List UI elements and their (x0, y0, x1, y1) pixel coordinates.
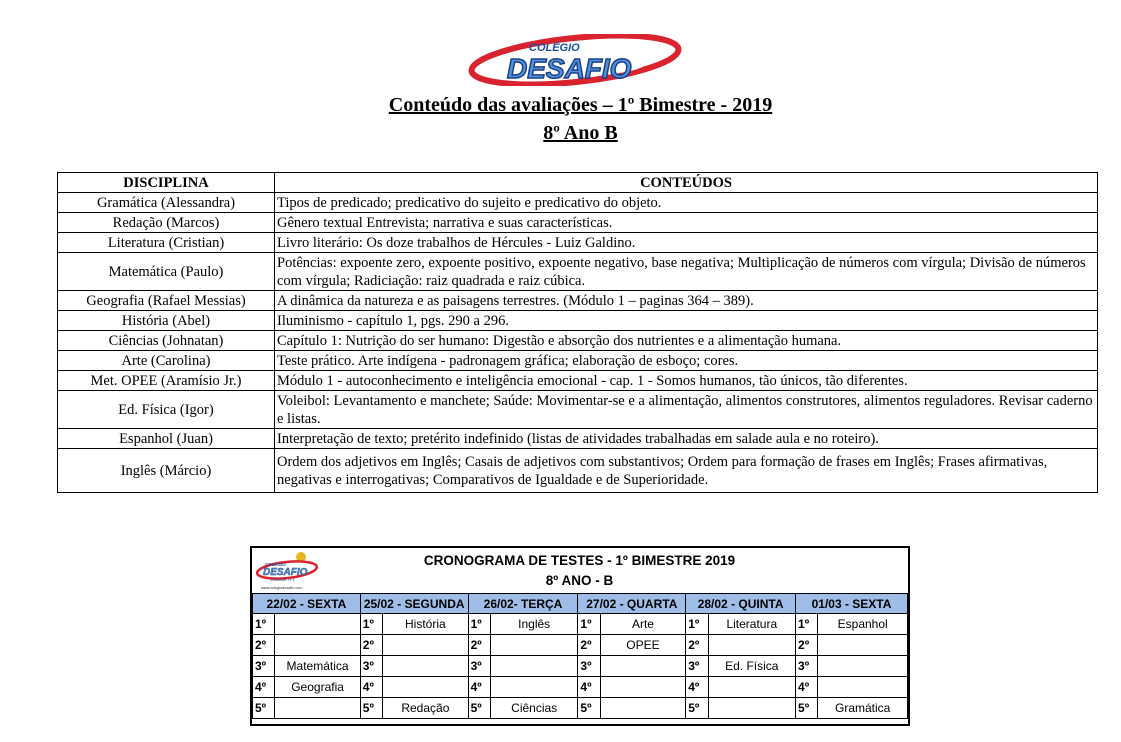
schedule-period-number: 3º (686, 656, 708, 677)
schedule-day-header: 26/02- TERÇA (468, 594, 578, 614)
content-row (58, 429, 1098, 449)
schedule-title: CRONOGRAMA DE TESTES - 1º BIMESTRE 2019 (423, 553, 736, 568)
schedule-subject-cell: Geografia (275, 677, 360, 698)
content-row (58, 449, 1098, 493)
disciplina-cell: Ed. Física (Igor) (58, 391, 275, 429)
schedule-period-number: 3º (578, 656, 600, 677)
content-row (58, 213, 1098, 233)
schedule-subject-cell (600, 698, 685, 719)
disciplina-cell: Espanhol (Juan) (58, 429, 275, 449)
schedule-subject-cell: OPEE (600, 635, 685, 656)
disciplina-cell: Matemática (Paulo) (58, 253, 275, 291)
header-conteudos: CONTEÚDOS (275, 173, 1098, 193)
schedule-subject-cell (383, 677, 468, 698)
content-row (58, 291, 1098, 311)
conteudo-cell: Iluminismo - capítulo 1, pgs. 290 a 296. (275, 311, 1098, 331)
conteudo-cell: Voleibol: Levantamento e manchete; Saúde: Movimentar-se e a alimentação, alimentos construtores, alimentos reguladores. Revisar caderno e listas. (275, 391, 1098, 429)
disciplina-cell: Ciências (Johnatan) (58, 331, 275, 351)
conteudo-cell: Módulo 1 - autoconhecimento e inteligência emocional - cap. 1 - Somos humanos, tão únicos, tão diferentes. (275, 371, 1098, 391)
schedule-period-number: 1º (686, 614, 708, 635)
schedule-period-number: 2º (468, 635, 490, 656)
conteudo-cell: A dinâmica da natureza e as paisagens terrestres. (Módulo 1 – paginas 364 – 389). (275, 291, 1098, 311)
schedule-row (253, 656, 908, 677)
schedule-period-number: 3º (253, 656, 275, 677)
schedule-subject-cell (818, 656, 908, 677)
schedule-row (253, 698, 908, 719)
disciplina-cell: Arte (Carolina) (58, 351, 275, 371)
schedule-period-number: 1º (796, 614, 818, 635)
content-row (58, 193, 1098, 213)
conteudo-cell: Livro literário: Os doze trabalhos de Hércules - Luiz Galdino. (275, 233, 1098, 253)
schedule-day-header: 22/02 - SEXTA (253, 594, 361, 614)
disciplina-cell: História (Abel) (58, 311, 275, 331)
schedule-subject-cell (708, 677, 795, 698)
schedule-period-number: 5º (578, 698, 600, 719)
schedule-period-number: 5º (468, 698, 490, 719)
content-table (57, 172, 1098, 493)
disciplina-cell: Geografia (Rafael Messias) (58, 291, 275, 311)
schedule-subject-cell (708, 635, 795, 656)
schedule-logo-unit: UNIDADE I e II (271, 578, 295, 582)
disciplina-cell: Inglês (Márcio) (58, 449, 275, 493)
schedule-subject-cell (708, 698, 795, 719)
conteudo-cell: Interpretação de texto; pretérito indefinido (listas de atividades trabalhadas em salade aula e no roteiro). (275, 429, 1098, 449)
schedule-period-number: 4º (360, 677, 382, 698)
schedule-period-number: 4º (578, 677, 600, 698)
schedule-period-number: 4º (468, 677, 490, 698)
schedule-days-row (253, 594, 908, 614)
schedule-period-number: 4º (253, 677, 275, 698)
schedule-day-header: 25/02 - SEGUNDA (360, 594, 468, 614)
schedule-subject-cell: Inglês (490, 614, 577, 635)
content-row (58, 331, 1098, 351)
conteudo-cell: Ordem dos adjetivos em Inglês; Casais de adjetivos com substantivos; Ordem para formação de frases em Inglês; Frases afirmativas, negativas e interrogativas; Comparativos de Igualdade e de Superioridade. (275, 449, 1098, 493)
schedule-period-number: 2º (253, 635, 275, 656)
schedule-subject-cell (490, 677, 577, 698)
schedule-logo-big: DESAFIO (263, 567, 308, 578)
schedule-subject-cell (600, 677, 685, 698)
schedule-period-number: 2º (796, 635, 818, 656)
schedule-subject-cell (275, 635, 360, 656)
disciplina-cell: Literatura (Cristian) (58, 233, 275, 253)
schedule-subject-cell (275, 614, 360, 635)
schedule-logo-url: www.colegiodesafio.com (261, 586, 303, 590)
schedule-day-header: 27/02 - QUARTA (578, 594, 686, 614)
schedule-subject-cell (275, 698, 360, 719)
schedule-subject-cell: Arte (600, 614, 685, 635)
schedule-period-number: 2º (686, 635, 708, 656)
schedule-period-number: 3º (468, 656, 490, 677)
content-row (58, 391, 1098, 429)
schedule-subject-cell: Matemática (275, 656, 360, 677)
disciplina-cell: Gramática (Alessandra) (58, 193, 275, 213)
schedule-subject-cell (818, 677, 908, 698)
schedule-subject-cell (490, 656, 577, 677)
conteudo-cell: Gênero textual Entrevista; narrativa e suas características. (275, 213, 1098, 233)
logo-big-text: DESAFIO (507, 53, 632, 84)
schedule-logo-small: COLÉGIO (265, 562, 286, 567)
schedule-subtitle: 8º ANO - B (545, 573, 614, 588)
disciplina-cell: Met. OPEE (Aramísio Jr.) (58, 371, 275, 391)
schedule-period-number: 2º (360, 635, 382, 656)
schedule-day-header: 01/03 - SEXTA (796, 594, 908, 614)
schedule-subject-cell (490, 635, 577, 656)
schedule-subject-cell (600, 656, 685, 677)
schedule-period-number: 1º (468, 614, 490, 635)
logo-small-text: COLÉGIO (529, 42, 580, 54)
schedule-period-number: 1º (578, 614, 600, 635)
content-row (58, 233, 1098, 253)
schedule-period-number: 2º (578, 635, 600, 656)
content-row (58, 351, 1098, 371)
schedule-period-number: 5º (253, 698, 275, 719)
schedule-table (252, 593, 908, 719)
schedule-period-number: 5º (796, 698, 818, 719)
schedule-subject-cell: Ed. Física (708, 656, 795, 677)
schedule-period-number: 5º (360, 698, 382, 719)
schedule-subject-cell (383, 635, 468, 656)
conteudo-cell: Potências: expoente zero, expoente positivo, expoente negativo, base negativa; Multiplicação de números com vírgula; Divisão de números com vírgula; Radiciação: raiz quadrada e raiz cúbica. (275, 253, 1098, 291)
schedule-period-number: 1º (360, 614, 382, 635)
page-title: Conteúdo das avaliações – 1º Bimestre - 2019 (388, 94, 773, 116)
content-row (58, 371, 1098, 391)
schedule-subject-cell: Ciências (490, 698, 577, 719)
schedule-period-number: 1º (253, 614, 275, 635)
schedule-subject-cell: Gramática (818, 698, 908, 719)
schedule-subject-cell: História (383, 614, 468, 635)
schedule-period-number: 4º (686, 677, 708, 698)
schedule-row (253, 614, 908, 635)
page-subtitle: 8º Ano B (543, 122, 618, 144)
schedule-box (250, 546, 910, 726)
content-table-header (58, 173, 1098, 193)
schedule-row (253, 635, 908, 656)
schedule-row (253, 677, 908, 698)
content-row (58, 253, 1098, 291)
schedule-period-number: 4º (796, 677, 818, 698)
header-disciplina: DISCIPLINA (58, 173, 275, 193)
schedule-period-number: 3º (796, 656, 818, 677)
conteudo-cell: Tipos de predicado; predicativo do sujeito e predicativo do objeto. (275, 193, 1098, 213)
schedule-subject-cell (818, 635, 908, 656)
colegio-desafio-logo (467, 34, 683, 86)
schedule-subject-cell: Espanhol (818, 614, 908, 635)
content-row (58, 311, 1098, 331)
schedule-subject-cell: Literatura (708, 614, 795, 635)
conteudo-cell: Capítulo 1: Nutrição do ser humano: Digestão e absorção dos nutrientes e a alimentação humana. (275, 331, 1098, 351)
schedule-period-number: 3º (360, 656, 382, 677)
disciplina-cell: Redação (Marcos) (58, 213, 275, 233)
conteudo-cell: Teste prático. Arte indígena - padronagem gráfica; elaboração de esboço; cores. (275, 351, 1098, 371)
schedule-period-number: 5º (686, 698, 708, 719)
schedule-subject-cell: Redação (383, 698, 468, 719)
schedule-day-header: 28/02 - QUINTA (686, 594, 796, 614)
schedule-subject-cell (383, 656, 468, 677)
